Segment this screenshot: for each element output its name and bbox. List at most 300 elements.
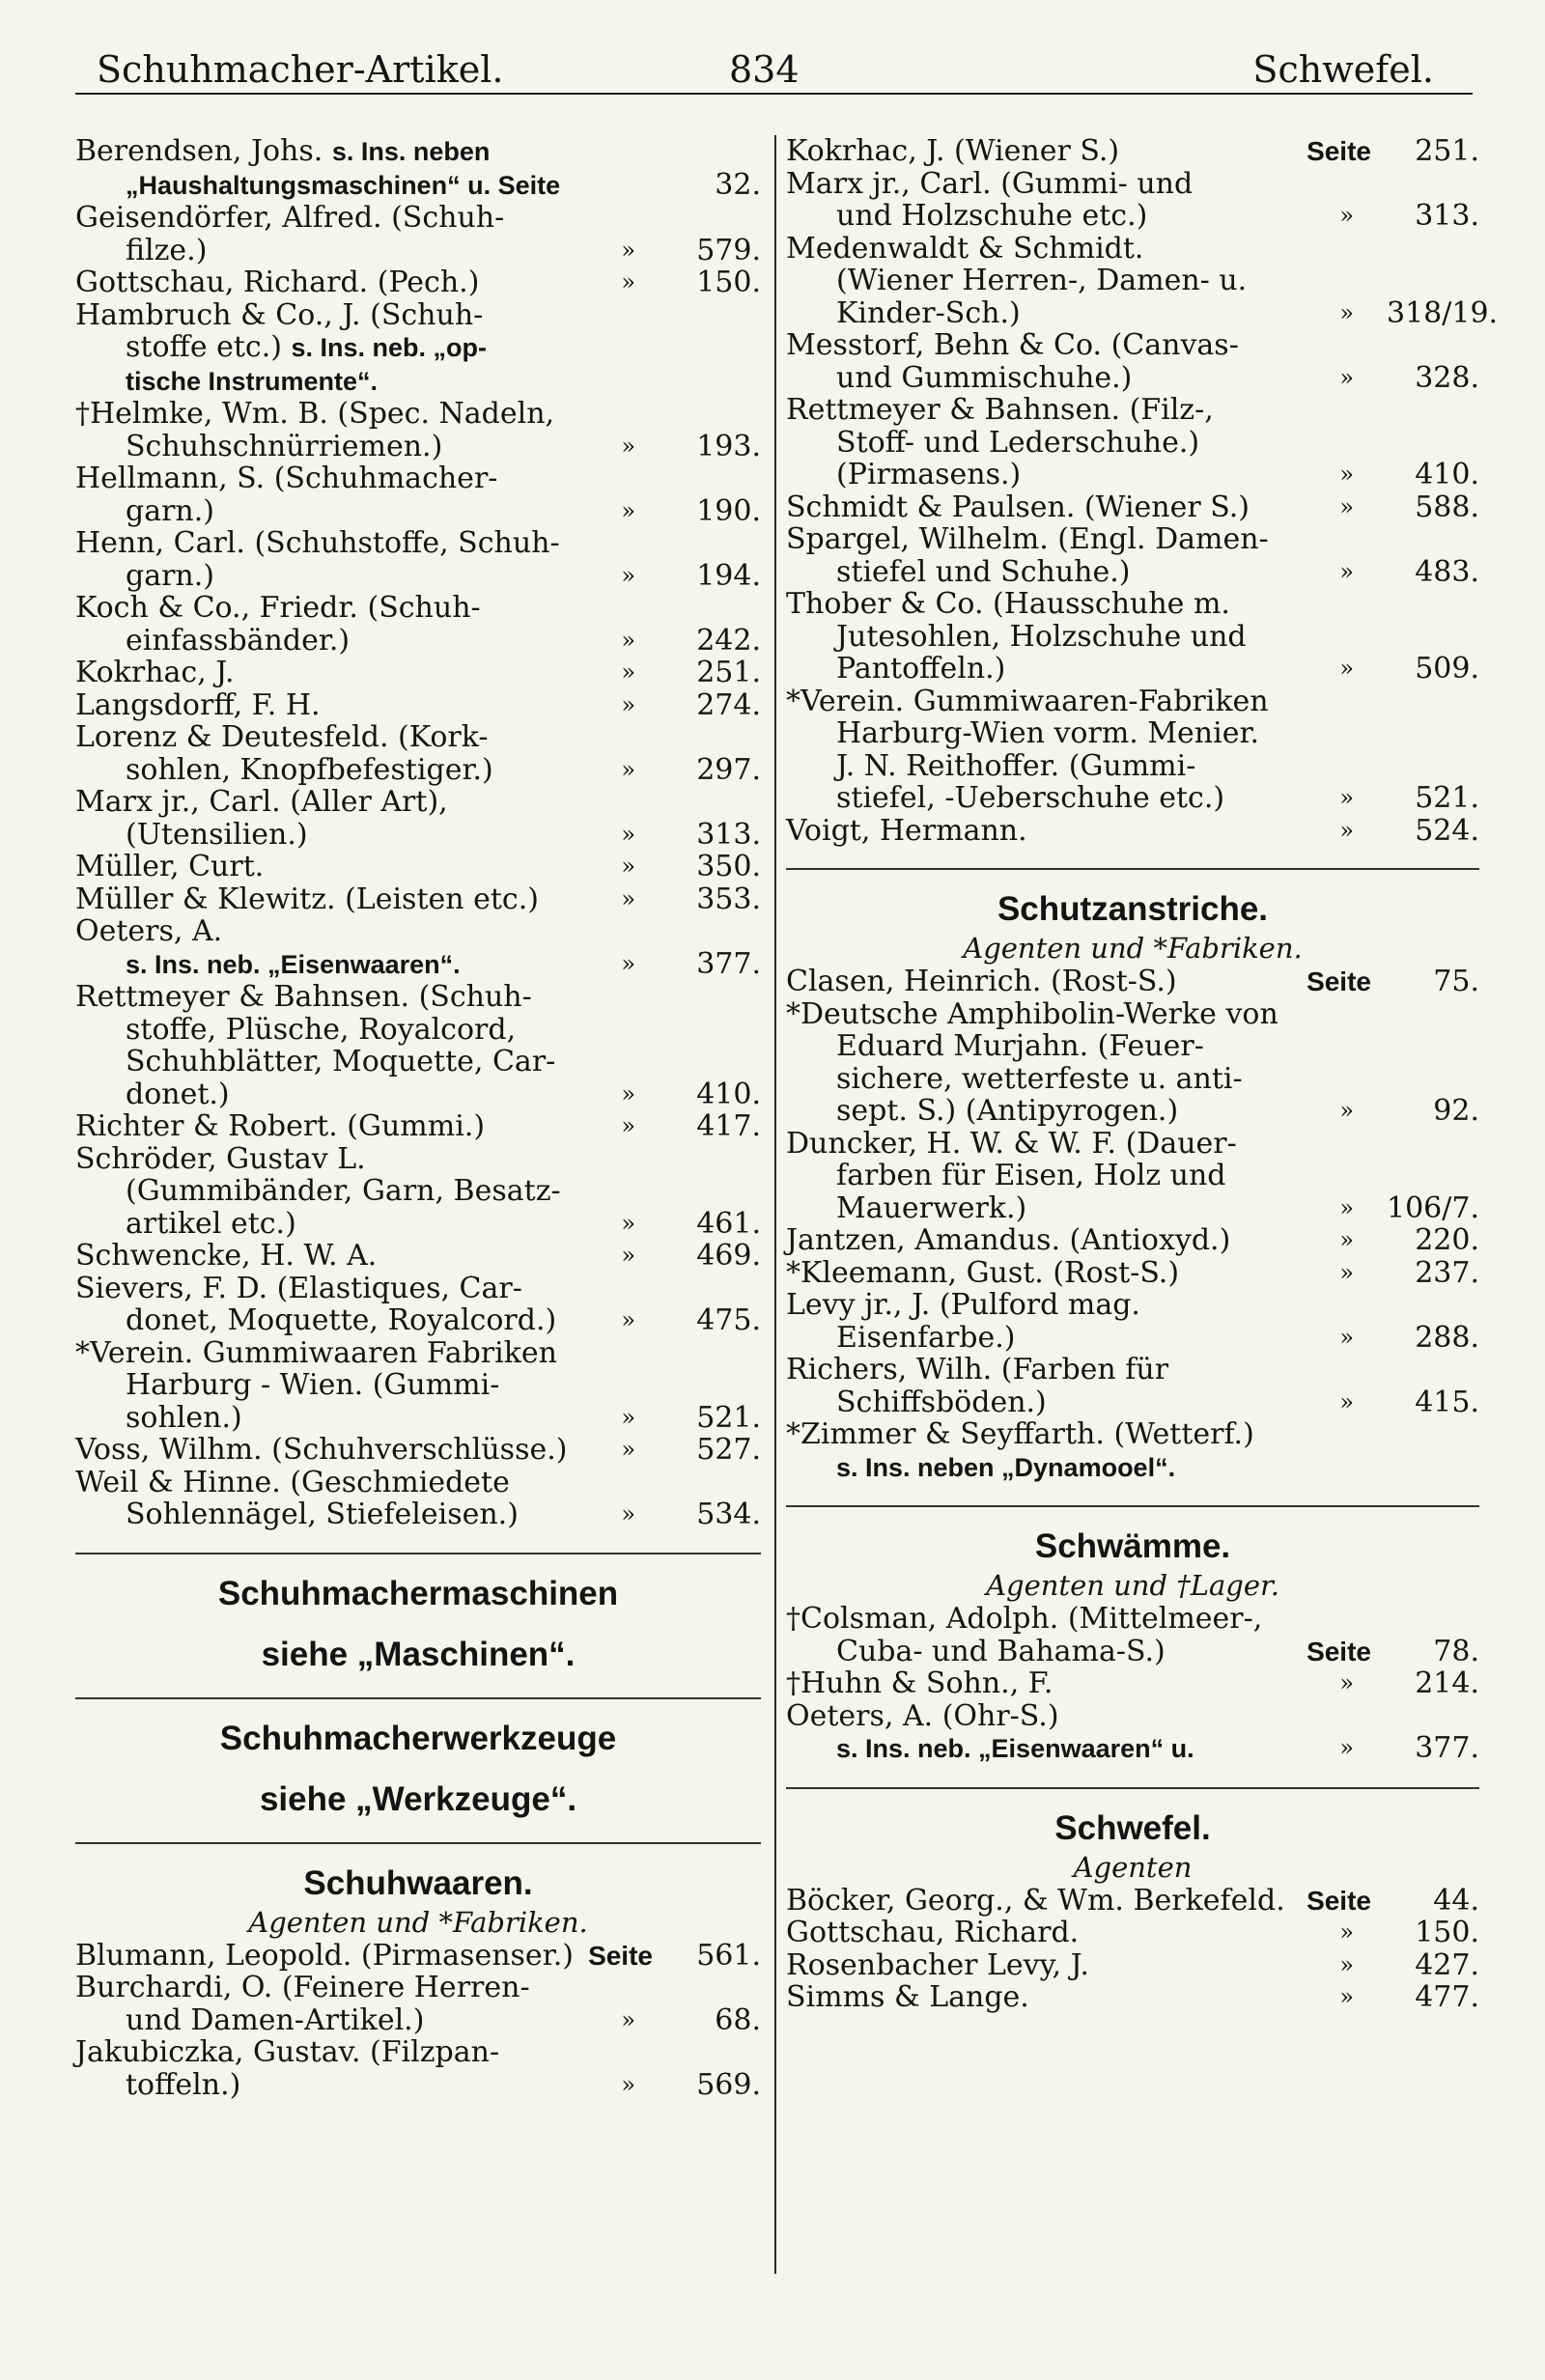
entry-text: Stoff- und Lederschuhe.) <box>836 425 1200 460</box>
ditto-mark: » <box>1339 1387 1354 1415</box>
entry-line <box>75 299 761 332</box>
entry-text: Sievers, F. D. (Elastiques, Car- <box>75 1271 522 1305</box>
entry-text: Hellmann, S. (Schuhmacher- <box>75 462 498 495</box>
page-reference: 521. <box>1415 781 1479 815</box>
page-reference: 353. <box>696 882 761 916</box>
entry-line <box>786 1949 1479 1982</box>
entry-line <box>786 1160 1479 1192</box>
entry-text: Harburg - Wien. (Gummi- <box>126 1368 500 1402</box>
entry-text: *Zimmer & Seyffarth. (Wetterf.) <box>786 1417 1254 1451</box>
entry-line <box>75 398 761 431</box>
ditto-mark: » <box>621 1079 635 1107</box>
ditto-mark: » <box>1339 202 1354 229</box>
entry-text: Jakubiczka, Gustav. (Filzpan- <box>75 2035 500 2069</box>
section-subtitle: Agenten und *Fabriken. <box>963 932 1303 965</box>
directory-entry <box>75 2036 761 2101</box>
entry-line <box>75 1175 761 1208</box>
entry-text: Thober & Co. (Hausschuhe m. <box>786 587 1230 621</box>
section-title: Schwämme. <box>1034 1527 1231 1565</box>
directory-entry <box>75 786 761 851</box>
entry-text: Rosenbacher Levy, J. <box>786 1947 1089 1982</box>
directory-entry <box>786 329 1479 394</box>
directory-entry <box>75 135 761 202</box>
page-reference: 214. <box>1415 1666 1479 1700</box>
insert-reference: s. Ins. neben <box>331 137 491 166</box>
section-title: Schuhwaaren. <box>303 1863 533 1902</box>
entry-line <box>786 1095 1479 1128</box>
entry-text: (Gummibänder, Garn, Besatz- <box>126 1174 561 1208</box>
section-rule <box>75 1842 761 1844</box>
directory-entry <box>786 1257 1479 1290</box>
page-reference: 190. <box>696 493 761 528</box>
ditto-mark: » <box>621 268 635 295</box>
directory-entry <box>786 588 1479 686</box>
page-header <box>97 48 1434 97</box>
entry-line <box>786 1224 1479 1257</box>
ditto-mark: » <box>1339 655 1354 682</box>
entry-text: artikel etc.) <box>126 1206 296 1241</box>
ditto-mark: » <box>621 2070 635 2098</box>
entry-text: Rettmeyer & Bahnsen. (Schuh- <box>75 980 532 1014</box>
entry-text: Levy jr., J. (Pulford mag. <box>786 1288 1140 1322</box>
section-title: siehe „Werkzeuge“. <box>259 1779 577 1818</box>
entry-line <box>75 1369 761 1402</box>
entry-text: Oeters, A. <box>75 914 223 948</box>
section-rule <box>75 1553 761 1554</box>
entry-text: Simms & Lange. <box>786 1980 1029 2014</box>
ditto-mark: » <box>1339 1097 1354 1124</box>
page-reference: 569. <box>696 2067 761 2102</box>
ditto-mark: » <box>621 1436 635 1463</box>
entry-text: Harburg-Wien vorm. Menier. <box>836 716 1260 750</box>
entry-line <box>786 265 1479 297</box>
insert-reference: s. Ins. neben „Dynamooel“. <box>836 1452 1176 1482</box>
page-reference: 237. <box>1415 1255 1479 1290</box>
page-reference: 561. <box>696 1938 761 1973</box>
ditto-mark: » <box>1339 784 1354 811</box>
entry-line <box>786 1700 1479 1733</box>
entry-text: und Holzschuhe etc.) <box>836 199 1148 233</box>
directory-entry <box>786 1603 1479 1667</box>
entry-text: Weil & Hinne. (Geschmiedete <box>75 1465 510 1499</box>
entry-text: Richter & Robert. (Gummi.) <box>75 1109 486 1143</box>
ditto-mark: » <box>1339 1918 1354 1946</box>
entry-line <box>75 1972 761 2004</box>
entry-line <box>786 750 1479 783</box>
insert-reference: s. Ins. neb. „Eisenwaaren“. <box>126 949 461 979</box>
ditto-mark: » <box>621 690 635 718</box>
page-reference: 509. <box>1415 652 1479 686</box>
entry-line <box>75 1337 761 1370</box>
ditto-mark: » <box>621 1112 635 1139</box>
section-subtitle: Agenten <box>1073 1850 1193 1884</box>
entry-line <box>786 1603 1479 1636</box>
directory-entry <box>786 1354 1479 1418</box>
entry-text: Schiffsböden.) <box>836 1385 1047 1419</box>
page-reference: 417. <box>696 1109 761 1143</box>
directory-entry <box>786 998 1479 1128</box>
directory-entry <box>786 1885 1479 1918</box>
entry-line <box>75 1240 761 1273</box>
directory-entry <box>786 1128 1479 1225</box>
ditto-mark: » <box>621 949 635 977</box>
page-reference: 410. <box>1415 458 1479 491</box>
entry-text: Rettmeyer & Bahnsen. (Filz-, <box>786 393 1214 427</box>
ditto-mark: » <box>1339 1226 1354 1253</box>
entry-text: und Gummischuhe.) <box>836 360 1133 395</box>
entry-line <box>75 981 761 1014</box>
entry-text: stoffe etc.) <box>126 330 292 364</box>
entry-line <box>75 1467 761 1499</box>
ditto-mark: » <box>621 820 635 848</box>
entry-line <box>75 1434 761 1467</box>
directory-entry <box>75 462 761 527</box>
entry-line <box>75 235 761 267</box>
page-reference: 313. <box>1415 199 1479 233</box>
entry-line <box>75 2004 761 2037</box>
page-reference: 318/19. <box>1387 295 1499 330</box>
entry-line <box>75 2036 761 2069</box>
entry-line <box>786 1981 1479 2014</box>
entry-line <box>75 560 761 593</box>
entry-text: J. N. Reithoffer. (Gummi- <box>836 748 1196 783</box>
seite-label: Seite <box>1306 1636 1371 1666</box>
page-reference: 579. <box>696 233 761 267</box>
directory-entry <box>786 1981 1479 2014</box>
entry-line <box>75 1014 761 1047</box>
entry-text: *Verein. Gummiwaaren-Fabriken <box>786 684 1269 718</box>
entry-line <box>75 819 761 852</box>
entry-text: Jantzen, Amandus. (Antioxyd.) <box>786 1223 1231 1257</box>
page-reference: 524. <box>1415 813 1479 848</box>
entry-line <box>786 1667 1479 1700</box>
page-reference: 106/7. <box>1387 1190 1479 1225</box>
entry-text: Henn, Carl. (Schuhstoffe, Schuh- <box>75 526 560 560</box>
ditto-mark: » <box>1339 816 1354 844</box>
header-left-title: Schuhmacher-Artikel. <box>97 48 504 91</box>
ditto-mark: » <box>621 1209 635 1237</box>
entry-text: Langsdorff, F. H. <box>75 687 321 722</box>
page-reference: 377. <box>1415 1731 1479 1765</box>
entry-line <box>786 1917 1479 1949</box>
directory-entry <box>75 299 761 399</box>
entry-text: stiefel, -Ueberschuhe etc.) <box>836 781 1225 815</box>
column-divider <box>774 135 776 2274</box>
entry-line <box>786 135 1479 168</box>
entry-line <box>786 295 1499 330</box>
entry-line <box>75 169 761 203</box>
ditto-mark: » <box>621 626 635 654</box>
entry-text: (Wiener Herren-, Damen- u. <box>836 264 1248 297</box>
ditto-mark: » <box>621 236 635 264</box>
entry-line <box>75 592 761 625</box>
page-reference: 150. <box>696 266 761 299</box>
entry-text: †Colsman, Adolph. (Mittelmeer-, <box>786 1602 1263 1636</box>
ditto-mark: » <box>621 1403 635 1431</box>
entry-line <box>75 135 761 169</box>
entry-line <box>75 527 761 560</box>
insert-reference: „Haushaltungsmaschinen“ u. Seite <box>126 170 561 200</box>
page-reference: 469. <box>696 1239 761 1273</box>
entry-line <box>786 1386 1479 1419</box>
entry-text: Sohlennägel, Stiefeleisen.) <box>126 1498 519 1531</box>
section-subtitle: Agenten und *Fabriken. <box>248 1905 588 1939</box>
entry-text: Spargel, Wilhelm. (Engl. Damen- <box>786 522 1269 556</box>
entry-text: Medenwaldt & Schmidt. <box>786 231 1144 266</box>
entry-line <box>786 1636 1479 1668</box>
entry-text: farben für Eisen, Holz und <box>836 1159 1226 1192</box>
directory-entry <box>75 1337 761 1435</box>
page-reference: 75. <box>1433 965 1479 998</box>
entry-line <box>786 329 1479 362</box>
entry-line <box>75 1143 761 1176</box>
entry-text: Clasen, Heinrich. (Rost-S.) <box>786 965 1177 998</box>
directory-entry <box>786 231 1499 330</box>
entry-line <box>75 689 761 722</box>
entry-line <box>75 1273 761 1305</box>
entry-line <box>786 1354 1479 1386</box>
directory-entry <box>786 1949 1479 1982</box>
entry-text: Cuba- und Bahama-S.) <box>836 1634 1166 1668</box>
directory-entry <box>75 398 761 462</box>
entry-line <box>786 1192 1479 1225</box>
entry-line <box>786 717 1479 750</box>
page-reference: 410. <box>696 1077 761 1111</box>
page-reference: 521. <box>696 1400 761 1435</box>
ditto-mark: » <box>621 853 635 880</box>
page-reference: 68. <box>715 2002 761 2037</box>
entry-line <box>75 1940 761 1973</box>
directory-entry <box>75 851 761 883</box>
page-reference: 251. <box>1415 134 1479 168</box>
ditto-mark: » <box>621 658 635 686</box>
section-rule <box>75 1697 761 1699</box>
ditto-mark: » <box>1339 1258 1354 1286</box>
directory-entry <box>786 1289 1479 1354</box>
entry-text: Eduard Murjahn. (Feuer- <box>836 1029 1204 1063</box>
entry-text: Schuhblätter, Moquette, Car- <box>126 1045 556 1078</box>
entry-line <box>786 815 1479 848</box>
entry-line <box>786 459 1479 491</box>
entry-text: einfassbänder.) <box>126 623 351 658</box>
seite-label: Seite <box>588 1940 653 1971</box>
ditto-mark: » <box>1339 1193 1354 1221</box>
directory-entry <box>75 883 761 916</box>
directory-entry <box>786 1418 1479 1484</box>
entry-line <box>786 362 1479 395</box>
entry-text: Schmidt & Paulsen. (Wiener S.) <box>786 490 1250 524</box>
directory-entry <box>786 966 1479 998</box>
entry-line <box>786 200 1479 233</box>
entry-text: *Deutsche Amphibolin-Werke von <box>786 996 1278 1031</box>
entry-line <box>75 1402 761 1435</box>
entry-line <box>75 721 761 754</box>
right-column <box>786 134 1499 2014</box>
section-title: Schwefel. <box>1054 1808 1211 1847</box>
entry-text: Lorenz & Deutesfeld. (Kork- <box>75 720 489 754</box>
entry-text: (Utensilien.) <box>126 817 308 852</box>
entry-line <box>75 786 761 819</box>
directory-entry <box>75 266 761 299</box>
directory-entry <box>75 1273 761 1337</box>
entry-line <box>75 754 761 787</box>
page-reference: 78. <box>1433 1634 1479 1668</box>
entry-line <box>786 1451 1479 1485</box>
ditto-mark: » <box>1339 492 1354 520</box>
entry-line <box>786 1322 1479 1355</box>
directory-entry <box>75 1110 761 1143</box>
section-title: Schuhmachermaschinen <box>217 1574 619 1612</box>
entry-text: sohlen.) <box>126 1400 242 1435</box>
entry-line <box>75 331 761 365</box>
directory-entry <box>75 1972 761 2036</box>
entry-text: garn.) <box>126 493 214 528</box>
directory-entry <box>786 491 1479 524</box>
entry-text: Mauerwerk.) <box>836 1190 1027 1225</box>
insert-reference: tische Instrumente“. <box>126 366 379 396</box>
ditto-mark: » <box>621 884 635 912</box>
directory-entry <box>75 721 761 786</box>
page-reference: 350. <box>696 850 761 883</box>
directory-entry <box>786 135 1479 168</box>
entry-text: Marx jr., Carl. (Aller Art), <box>75 785 448 819</box>
entry-text: sichere, wetterfeste u. anti- <box>836 1061 1243 1096</box>
entry-text: Voigt, Hermann. <box>786 813 1027 848</box>
directory-entry <box>75 1143 761 1241</box>
entry-line <box>786 1732 1479 1766</box>
entry-line <box>786 653 1479 686</box>
entry-text: Richers, Wilh. (Farben für <box>786 1353 1169 1386</box>
page-number: 834 <box>729 48 800 91</box>
entry-text: Schröder, Gustav L. <box>75 1141 366 1176</box>
ditto-mark: » <box>1339 461 1354 488</box>
section-rule <box>786 1505 1479 1507</box>
ditto-mark: » <box>621 561 635 589</box>
entry-text: Voss, Wilhm. (Schuhverschlüsse.) <box>75 1433 568 1467</box>
entry-text: filze.) <box>126 233 208 267</box>
entry-line <box>75 462 761 495</box>
entry-line <box>786 782 1479 815</box>
entry-text: Berendsen, Johs. <box>75 134 332 168</box>
page-reference: 527. <box>696 1433 761 1467</box>
page-reference: 475. <box>696 1303 761 1337</box>
entry-text: Kokrhac, J. (Wiener S.) <box>786 134 1120 168</box>
ditto-mark: » <box>621 496 635 524</box>
entry-line <box>75 657 761 689</box>
page-reference: 92. <box>1433 1094 1479 1128</box>
ditto-mark: » <box>1339 1734 1354 1761</box>
directory-entry <box>75 592 761 657</box>
ditto-mark: » <box>621 432 635 460</box>
directory-entry <box>75 1434 761 1467</box>
directory-entry <box>786 523 1479 588</box>
header-right-title: Schwefel. <box>1252 48 1434 91</box>
directory-entry <box>75 1240 761 1273</box>
directory-entry <box>75 915 761 981</box>
entry-line <box>786 1289 1479 1322</box>
page-reference: 483. <box>1415 554 1479 589</box>
page-reference: 242. <box>696 623 761 658</box>
entry-line <box>786 588 1479 621</box>
entry-text: stiefel und Schuhe.) <box>836 554 1131 589</box>
entry-line <box>75 431 761 463</box>
section-rule <box>786 1787 1479 1789</box>
entry-text: Kokrhac, J. <box>75 656 235 689</box>
directory-entry <box>75 1467 761 1531</box>
page-reference: 220. <box>1415 1223 1479 1257</box>
entry-line <box>75 915 761 948</box>
section-subtitle: Agenten und †Lager. <box>986 1569 1279 1602</box>
page-reference: 297. <box>696 752 761 787</box>
section-title: Schuhmacherwerkzeuge <box>219 1719 617 1757</box>
entry-line <box>786 394 1479 427</box>
ditto-mark: » <box>1339 557 1354 585</box>
page-reference: 313. <box>696 817 761 852</box>
entry-line <box>786 556 1479 589</box>
seite-label: Seite <box>1306 1885 1371 1916</box>
directory-entry <box>786 1700 1479 1766</box>
entry-line <box>75 1304 761 1337</box>
entry-line <box>75 1078 761 1111</box>
seite-label: Seite <box>1306 136 1371 166</box>
entry-line <box>786 1885 1479 1918</box>
entry-line <box>75 1498 761 1531</box>
page-reference: 251. <box>696 656 761 689</box>
entry-line <box>786 1257 1479 1290</box>
page-reference: 534. <box>696 1498 761 1531</box>
ditto-mark: » <box>621 755 635 783</box>
entry-line <box>786 427 1479 460</box>
section-rule <box>786 868 1479 870</box>
entry-line <box>75 883 761 916</box>
entry-text: Burchardi, O. (Feinere Herren- <box>75 1971 530 2004</box>
entry-text: Pantoffeln.) <box>836 652 1006 686</box>
entry-text: Eisenfarbe.) <box>836 1320 1016 1355</box>
directory-entry <box>75 527 761 592</box>
entry-line <box>75 851 761 883</box>
entry-line <box>786 491 1479 524</box>
directory-entry <box>75 1940 761 1973</box>
entry-line <box>786 1030 1479 1063</box>
directory-entry <box>75 202 761 266</box>
entry-line <box>786 966 1479 998</box>
entry-text: Messtorf, Behn & Co. (Canvas- <box>786 328 1239 362</box>
entry-text: *Verein. Gummiwaaren Fabriken <box>75 1335 557 1370</box>
page-reference: 427. <box>1415 1947 1479 1982</box>
entry-text: Gottschau, Richard. (Pech.) <box>75 266 480 299</box>
entry-line <box>75 1046 761 1078</box>
directory-entry <box>786 815 1479 848</box>
entry-text: sept. S.) (Antipyrogen.) <box>836 1094 1179 1128</box>
section-title: Schutzanstriche. <box>997 890 1269 928</box>
seite-label: Seite <box>1306 966 1371 996</box>
ditto-mark: » <box>621 2005 635 2033</box>
entry-line <box>786 233 1479 266</box>
page-reference: 477. <box>1415 1980 1479 2014</box>
entry-line <box>786 523 1479 556</box>
entry-text: Blumann, Leopold. (Pirmasenser.) <box>75 1938 574 1973</box>
entry-line <box>786 686 1479 718</box>
directory-entry <box>786 686 1479 815</box>
directory-entry <box>75 981 761 1110</box>
left-column <box>75 135 761 2101</box>
entry-text: Hambruch & Co., J. (Schuh- <box>75 297 484 332</box>
entry-line <box>75 625 761 658</box>
ditto-mark: » <box>621 1500 635 1527</box>
ditto-mark: » <box>1339 1950 1354 1978</box>
entry-text: (Pirmasens.) <box>836 458 1022 491</box>
page-reference: 274. <box>696 687 761 722</box>
